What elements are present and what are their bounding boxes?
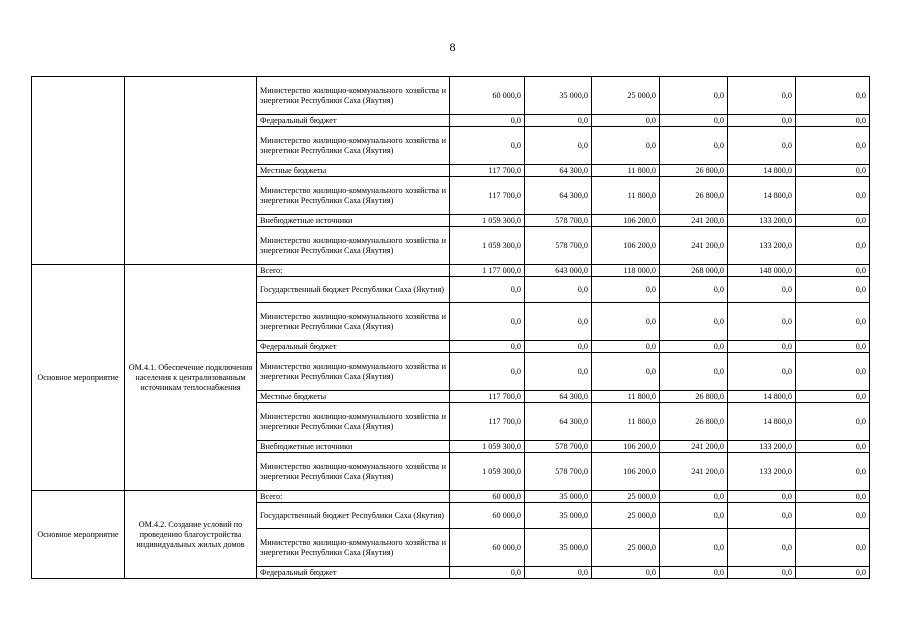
amount-cell: 0,0 xyxy=(796,503,870,529)
amount-cell: 0,0 xyxy=(728,127,796,165)
amount-cell: 0,0 xyxy=(796,177,870,215)
table-row xyxy=(32,491,870,503)
amount-cell: 0,0 xyxy=(796,341,870,353)
amount-cell: 25 000,0 xyxy=(592,491,660,503)
amount-cell: 0,0 xyxy=(592,353,660,391)
amount-cell: 0,0 xyxy=(728,303,796,341)
amount-cell: 1 177 000,0 xyxy=(450,265,525,277)
amount-cell: 0,0 xyxy=(592,277,660,303)
funding-source-cell: Министерство жилищно-коммунального хозяйства и энергетики Республики Саха (Якутия) xyxy=(257,127,450,165)
amount-cell: 578 700,0 xyxy=(525,215,592,227)
amount-cell: 0,0 xyxy=(660,567,728,579)
amount-cell: 60 000,0 xyxy=(450,77,525,115)
amount-cell: 0,0 xyxy=(796,567,870,579)
measure-name-cell xyxy=(125,77,257,265)
amount-cell: 106 200,0 xyxy=(592,453,660,491)
funding-source-cell: Всего: xyxy=(257,491,450,503)
amount-cell: 106 200,0 xyxy=(592,441,660,453)
amount-cell: 0,0 xyxy=(796,165,870,177)
funding-source-cell: Министерство жилищно-коммунального хозяйства и энергетики Республики Саха (Якутия) xyxy=(257,227,450,265)
amount-cell: 25 000,0 xyxy=(592,77,660,115)
amount-cell: 106 200,0 xyxy=(592,227,660,265)
amount-cell: 0,0 xyxy=(728,503,796,529)
amount-cell: 117 700,0 xyxy=(450,165,525,177)
amount-cell: 133 200,0 xyxy=(728,453,796,491)
funding-source-cell: Внебюджетные источники xyxy=(257,215,450,227)
amount-cell: 0,0 xyxy=(660,341,728,353)
amount-cell: 0,0 xyxy=(728,491,796,503)
amount-cell: 0,0 xyxy=(796,265,870,277)
amount-cell: 241 200,0 xyxy=(660,453,728,491)
amount-cell: 0,0 xyxy=(450,353,525,391)
budget-table xyxy=(31,76,870,579)
amount-cell: 133 200,0 xyxy=(728,227,796,265)
amount-cell: 0,0 xyxy=(660,127,728,165)
amount-cell: 0,0 xyxy=(660,115,728,127)
funding-source-cell: Местные бюджеты xyxy=(257,391,450,403)
amount-cell: 26 800,0 xyxy=(660,403,728,441)
amount-cell: 0,0 xyxy=(660,529,728,567)
amount-cell: 0,0 xyxy=(525,303,592,341)
amount-cell: 60 000,0 xyxy=(450,503,525,529)
amount-cell: 0,0 xyxy=(592,115,660,127)
amount-cell: 0,0 xyxy=(592,567,660,579)
funding-source-cell: Федеральный бюджет xyxy=(257,115,450,127)
amount-cell: 1 059 300,0 xyxy=(450,215,525,227)
amount-cell: 25 000,0 xyxy=(592,503,660,529)
funding-source-cell: Министерство жилищно-коммунального хозяйства и энергетики Республики Саха (Якутия) xyxy=(257,403,450,441)
amount-cell: 11 800,0 xyxy=(592,403,660,441)
amount-cell: 0,0 xyxy=(796,491,870,503)
amount-cell: 0,0 xyxy=(660,277,728,303)
amount-cell: 35 000,0 xyxy=(525,491,592,503)
funding-source-cell: Федеральный бюджет xyxy=(257,567,450,579)
amount-cell: 0,0 xyxy=(525,567,592,579)
amount-cell: 0,0 xyxy=(450,341,525,353)
amount-cell: 26 800,0 xyxy=(660,165,728,177)
amount-cell: 133 200,0 xyxy=(728,215,796,227)
amount-cell: 35 000,0 xyxy=(525,529,592,567)
funding-source-cell: Внебюджетные источники xyxy=(257,441,450,453)
amount-cell: 241 200,0 xyxy=(660,227,728,265)
amount-cell: 0,0 xyxy=(796,353,870,391)
amount-cell: 0,0 xyxy=(450,277,525,303)
funding-source-cell: Всего: xyxy=(257,265,450,277)
amount-cell: 14 800,0 xyxy=(728,177,796,215)
amount-cell: 64 300,0 xyxy=(525,391,592,403)
funding-source-cell: Министерство жилищно-коммунального хозяйства и энергетики Республики Саха (Якутия) xyxy=(257,353,450,391)
amount-cell: 241 200,0 xyxy=(660,441,728,453)
amount-cell: 25 000,0 xyxy=(592,529,660,567)
amount-cell: 0,0 xyxy=(728,341,796,353)
amount-cell: 0,0 xyxy=(660,77,728,115)
measure-name-cell: ОМ.4.1. Обеспечение подключения населения к централизованным источникам теплоснабжения xyxy=(125,265,257,491)
amount-cell: 14 800,0 xyxy=(728,391,796,403)
amount-cell: 0,0 xyxy=(450,127,525,165)
amount-cell: 26 800,0 xyxy=(660,177,728,215)
amount-cell: 64 300,0 xyxy=(525,177,592,215)
funding-source-cell: Федеральный бюджет xyxy=(257,341,450,353)
amount-cell: 0,0 xyxy=(592,127,660,165)
amount-cell: 268 000,0 xyxy=(660,265,728,277)
amount-cell: 0,0 xyxy=(450,303,525,341)
amount-cell: 0,0 xyxy=(525,341,592,353)
amount-cell: 35 000,0 xyxy=(525,503,592,529)
amount-cell: 64 300,0 xyxy=(525,403,592,441)
amount-cell: 64 300,0 xyxy=(525,165,592,177)
funding-source-cell: Местные бюджеты xyxy=(257,165,450,177)
funding-source-cell: Государственный бюджет Республики Саха (Якутия) xyxy=(257,277,450,303)
amount-cell: 0,0 xyxy=(796,215,870,227)
amount-cell: 0,0 xyxy=(796,441,870,453)
amount-cell: 0,0 xyxy=(525,353,592,391)
funding-source-cell: Министерство жилищно-коммунального хозяйства и энергетики Республики Саха (Якутия) xyxy=(257,77,450,115)
amount-cell: 0,0 xyxy=(450,115,525,127)
amount-cell: 35 000,0 xyxy=(525,77,592,115)
page-number: 8 xyxy=(449,40,456,54)
amount-cell: 0,0 xyxy=(796,115,870,127)
table-row xyxy=(32,77,870,115)
amount-cell: 0,0 xyxy=(728,353,796,391)
measure-name-cell: ОМ.4.2. Создание условий по проведению благоустройства индивидуальных жилых домов xyxy=(125,491,257,579)
amount-cell: 0,0 xyxy=(450,567,525,579)
amount-cell: 0,0 xyxy=(592,303,660,341)
funding-source-cell: Министерство жилищно-коммунального хозяйства и энергетики Республики Саха (Якутия) xyxy=(257,303,450,341)
funding-source-cell: Государственный бюджет Республики Саха (Якутия) xyxy=(257,503,450,529)
amount-cell: 578 700,0 xyxy=(525,441,592,453)
amount-cell: 0,0 xyxy=(728,529,796,567)
funding-source-cell: Министерство жилищно-коммунального хозяйства и энергетики Республики Саха (Якутия) xyxy=(257,177,450,215)
amount-cell: 133 200,0 xyxy=(728,441,796,453)
funding-source-cell: Министерство жилищно-коммунального хозяйства и энергетики Республики Саха (Якутия) xyxy=(257,529,450,567)
amount-cell: 117 700,0 xyxy=(450,403,525,441)
amount-cell: 0,0 xyxy=(796,227,870,265)
amount-cell: 14 800,0 xyxy=(728,403,796,441)
amount-cell: 0,0 xyxy=(660,503,728,529)
amount-cell: 60 000,0 xyxy=(450,491,525,503)
amount-cell: 11 800,0 xyxy=(592,391,660,403)
amount-cell: 1 059 300,0 xyxy=(450,227,525,265)
amount-cell: 106 200,0 xyxy=(592,215,660,227)
amount-cell: 0,0 xyxy=(660,353,728,391)
amount-cell: 117 700,0 xyxy=(450,177,525,215)
amount-cell: 0,0 xyxy=(796,77,870,115)
amount-cell: 578 700,0 xyxy=(525,453,592,491)
amount-cell: 118 000,0 xyxy=(592,265,660,277)
amount-cell: 0,0 xyxy=(525,277,592,303)
amount-cell: 11 800,0 xyxy=(592,177,660,215)
table-row xyxy=(32,265,870,277)
amount-cell: 0,0 xyxy=(796,303,870,341)
amount-cell: 578 700,0 xyxy=(525,227,592,265)
measure-type-cell xyxy=(32,77,125,265)
amount-cell: 0,0 xyxy=(796,277,870,303)
amount-cell: 0,0 xyxy=(796,453,870,491)
amount-cell: 0,0 xyxy=(728,277,796,303)
amount-cell: 0,0 xyxy=(728,567,796,579)
amount-cell: 117 700,0 xyxy=(450,391,525,403)
funding-source-cell: Министерство жилищно-коммунального хозяйства и энергетики Республики Саха (Якутия) xyxy=(257,453,450,491)
amount-cell: 26 800,0 xyxy=(660,391,728,403)
amount-cell: 0,0 xyxy=(796,403,870,441)
amount-cell: 0,0 xyxy=(525,127,592,165)
amount-cell: 0,0 xyxy=(728,115,796,127)
amount-cell: 1 059 300,0 xyxy=(450,441,525,453)
amount-cell: 0,0 xyxy=(660,491,728,503)
amount-cell: 60 000,0 xyxy=(450,529,525,567)
amount-cell: 14 800,0 xyxy=(728,165,796,177)
amount-cell: 0,0 xyxy=(796,391,870,403)
amount-cell: 11 800,0 xyxy=(592,165,660,177)
amount-cell: 0,0 xyxy=(592,341,660,353)
amount-cell: 148 000,0 xyxy=(728,265,796,277)
measure-type-cell: Основное мероприятие xyxy=(32,491,125,579)
amount-cell: 1 059 300,0 xyxy=(450,453,525,491)
amount-cell: 0,0 xyxy=(728,77,796,115)
amount-cell: 0,0 xyxy=(660,303,728,341)
amount-cell: 643 000,0 xyxy=(525,265,592,277)
amount-cell: 0,0 xyxy=(796,529,870,567)
amount-cell: 0,0 xyxy=(525,115,592,127)
amount-cell: 241 200,0 xyxy=(660,215,728,227)
amount-cell: 0,0 xyxy=(796,127,870,165)
measure-type-cell: Основное мероприятие xyxy=(32,265,125,491)
